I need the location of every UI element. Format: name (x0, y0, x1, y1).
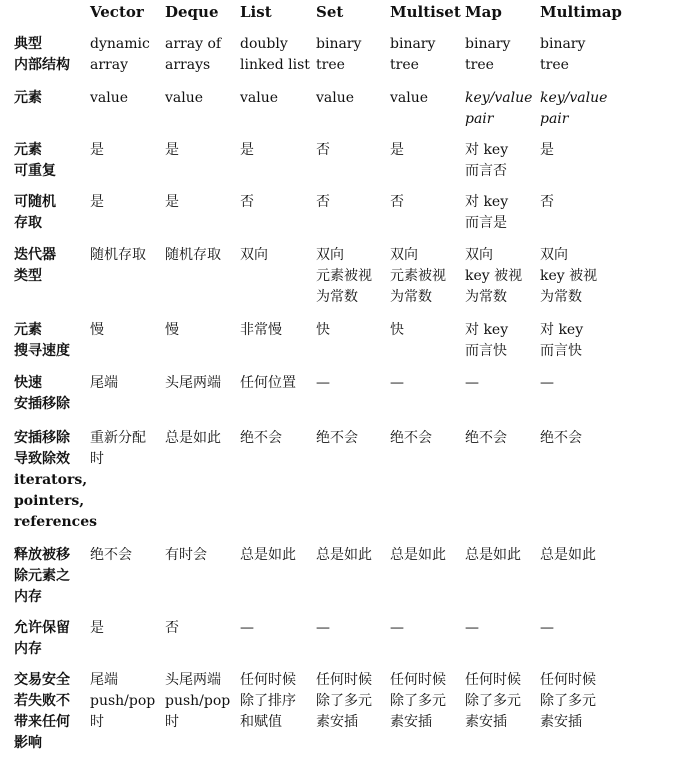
table-cell: 是 (240, 142, 254, 158)
table-cell: — (390, 620, 404, 636)
table-cell: binary tree (390, 36, 436, 73)
table-cell: 绝不会 (240, 430, 282, 446)
table-cell: key/value pair (540, 90, 608, 127)
table-cell: — (540, 620, 554, 636)
row-label-search-speed: 元素 搜寻速度 (14, 322, 70, 359)
table-cell: 绝不会 (540, 430, 582, 446)
table-cell: 对 key 而言快 (465, 322, 509, 359)
table-cell: 任何时候 除了排序 和赋值 (240, 672, 296, 730)
row-label-transaction-safety: 交易安全 若失败不 带来任何 影响 (14, 672, 70, 751)
table-cell: value (240, 90, 279, 106)
table-cell: doubly linked list (240, 36, 310, 73)
table-cell: 是 (390, 142, 404, 158)
table-cell: 绝不会 (316, 430, 358, 446)
table-cell: 头尾两端 push/pop 时 (165, 672, 231, 730)
column-header-vector: Vector (90, 3, 144, 21)
column-header-multiset: Multiset (390, 3, 461, 21)
table-cell: 总是如此 (165, 430, 221, 446)
table-cell: 否 (390, 194, 404, 210)
row-label-duplicates: 元素 可重复 (14, 142, 56, 179)
table-cell: 绝不会 (465, 430, 507, 446)
table-cell: 任何时候 除了多元 素安插 (390, 672, 446, 730)
table-cell: 随机存取 (165, 247, 221, 263)
table-cell: 否 (316, 142, 330, 158)
table-cell: 任何时候 除了多元 素安插 (540, 672, 596, 730)
table-cell: binary tree (540, 36, 586, 73)
table-cell: 慢 (90, 322, 104, 338)
table-cell: — (316, 375, 330, 391)
table-cell: — (390, 375, 404, 391)
table-cell: — (316, 620, 330, 636)
table-cell: binary tree (316, 36, 362, 73)
table-cell: 否 (316, 194, 330, 210)
table-cell: dynamic array (90, 36, 150, 73)
column-header-deque: Deque (165, 3, 219, 21)
table-cell: — (465, 375, 479, 391)
row-label-random-access: 可随机 存取 (14, 194, 56, 231)
table-cell: value (90, 90, 129, 106)
column-header-map: Map (465, 3, 502, 21)
table-cell: 快 (316, 322, 330, 338)
table-cell: 总是如此 (316, 547, 372, 563)
table-cell: binary tree (465, 36, 511, 73)
table-cell: 非常慢 (240, 322, 282, 338)
table-cell: 任何时候 除了多元 素安插 (465, 672, 521, 730)
table-cell: 随机存取 (90, 247, 146, 263)
row-label-reserve-memory: 允许保留 内存 (14, 620, 70, 657)
table-cell: 是 (90, 620, 104, 636)
table-cell: — (465, 620, 479, 636)
table-cell: 是 (165, 142, 179, 158)
row-label-release-memory: 释放被移 除元素之 内存 (14, 547, 70, 605)
table-cell: 总是如此 (390, 547, 446, 563)
column-header-list: List (240, 3, 272, 21)
table-cell: value (165, 90, 204, 106)
table-cell: — (540, 375, 554, 391)
row-label-element: 元素 (14, 90, 42, 106)
table-cell: 任何位置 (240, 375, 296, 391)
table-cell: 否 (165, 620, 179, 636)
table-cell: 总是如此 (540, 547, 596, 563)
table-cell: 否 (240, 194, 254, 210)
table-cell: 尾端 push/pop 时 (90, 672, 156, 730)
table-cell: 双向 元素被视 为常数 (390, 247, 446, 305)
table-cell: 任何时候 除了多元 素安插 (316, 672, 372, 730)
row-label-iterator-type: 迭代器 类型 (14, 247, 56, 284)
table-cell: 绝不会 (390, 430, 432, 446)
column-header-set: Set (316, 3, 344, 21)
row-label-fast-insert-remove: 快速 安插移除 (14, 375, 70, 412)
table-cell: 否 (540, 194, 554, 210)
table-cell: 慢 (165, 322, 179, 338)
table-cell: 双向 元素被视 为常数 (316, 247, 372, 305)
table-cell: 尾端 (90, 375, 118, 391)
table-cell: 对 key 而言快 (540, 322, 584, 359)
row-label-internal-structure: 典型 内部结构 (14, 36, 70, 73)
table-cell: 总是如此 (240, 547, 296, 563)
table-cell: value (390, 90, 429, 106)
table-cell: 对 key 而言是 (465, 194, 509, 231)
table-cell: 双向 key 被视 为常数 (540, 247, 598, 305)
table-cell: 双向 key 被视 为常数 (465, 247, 523, 305)
table-cell: value (316, 90, 355, 106)
table-cell: 双向 (240, 247, 268, 263)
table-cell: 对 key 而言否 (465, 142, 509, 179)
table-cell: 是 (90, 142, 104, 158)
table-cell: key/value pair (465, 90, 533, 127)
table-cell: 总是如此 (465, 547, 521, 563)
row-label-invalidation: 安插移除 导致除效 iterators, pointers, references (14, 430, 97, 530)
table-cell: 快 (390, 322, 404, 338)
table-cell: 是 (540, 142, 554, 158)
table-cell: 是 (165, 194, 179, 210)
table-cell: 重新分配 时 (90, 430, 146, 467)
table-cell: array of arrays (165, 36, 222, 73)
table-cell: 头尾两端 (165, 375, 221, 391)
table-cell: 有时会 (165, 547, 207, 563)
column-header-multimap: Multimap (540, 3, 622, 21)
table-cell: 是 (90, 194, 104, 210)
table-cell: 绝不会 (90, 547, 132, 563)
table-cell: — (240, 620, 254, 636)
